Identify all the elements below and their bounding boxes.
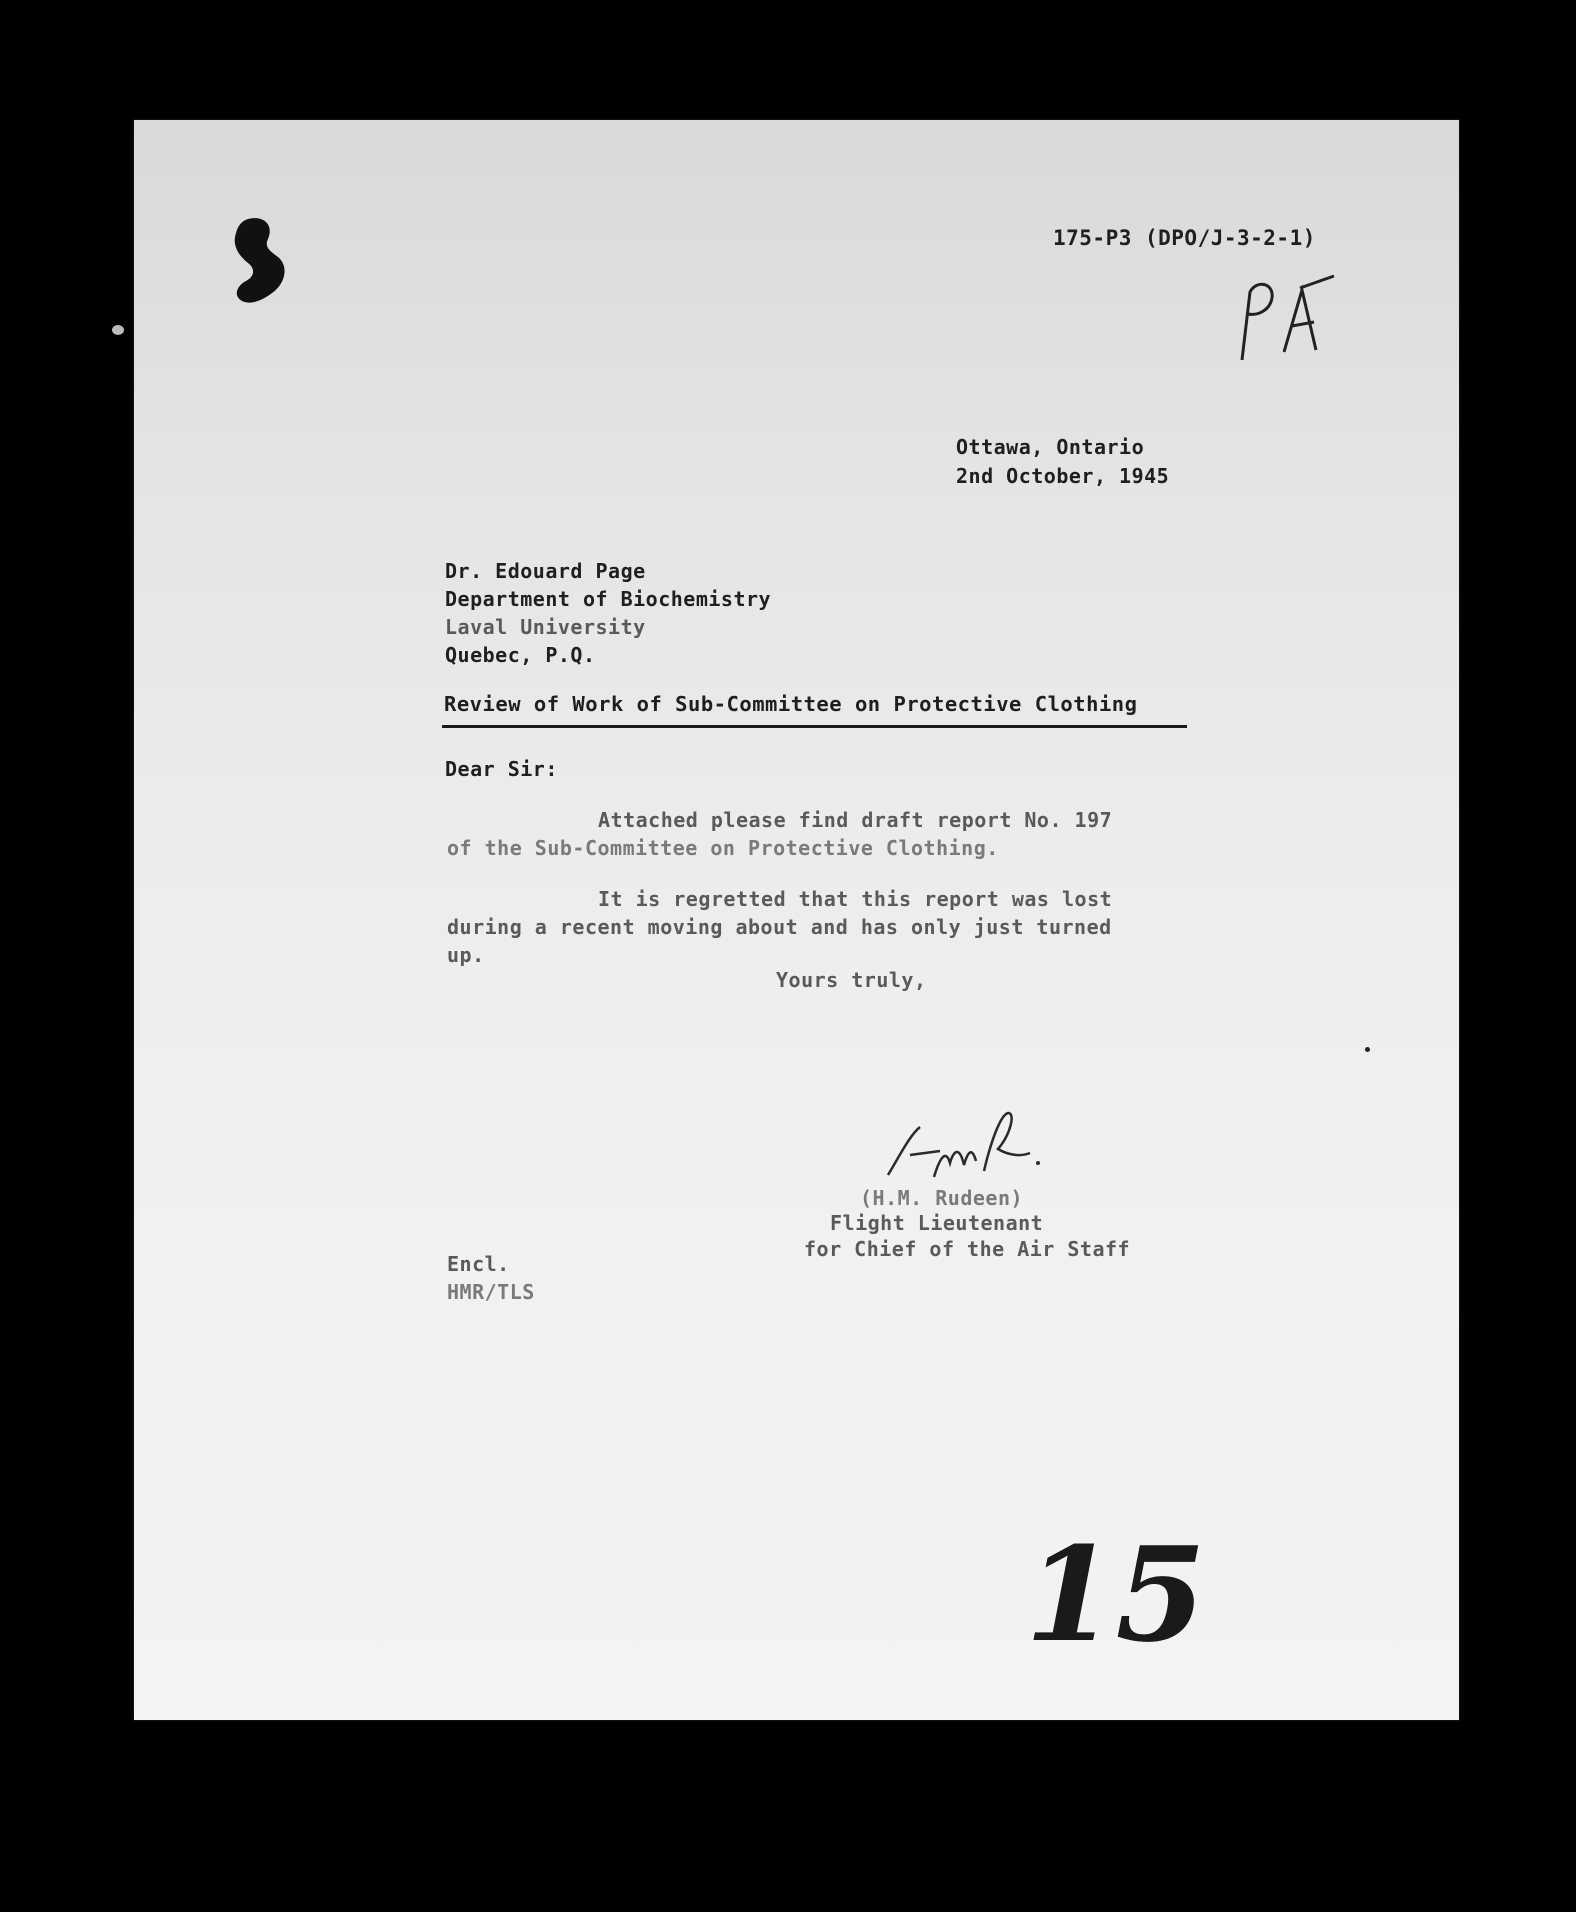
edge-speck bbox=[112, 325, 124, 335]
signatory-name: (H.M. Rudeen) bbox=[860, 1186, 1024, 1210]
body-line: It is regretted that this report was lost bbox=[598, 887, 1113, 911]
handwritten-signature bbox=[880, 1105, 1050, 1185]
body-line: Attached please find draft report No. 197 bbox=[598, 808, 1113, 832]
handwritten-initials bbox=[1230, 270, 1360, 365]
closing: Yours truly, bbox=[776, 968, 927, 992]
addressee-line: Laval University bbox=[445, 615, 646, 639]
addressee-line: Department of Biochemistry bbox=[445, 587, 772, 611]
dateline-place: Ottawa, Ontario bbox=[956, 435, 1145, 459]
body-line: of the Sub-Committee on Protective Clothing. bbox=[447, 836, 999, 860]
signatory-for-line: for Chief of the Air Staff bbox=[804, 1237, 1131, 1261]
dateline-date: 2nd October, 1945 bbox=[956, 464, 1170, 488]
body-line: during a recent moving about and has only just turned bbox=[447, 915, 1112, 939]
ink-blot bbox=[228, 215, 298, 310]
signatory-rank: Flight Lieutenant bbox=[830, 1211, 1044, 1235]
reference-initials: HMR/TLS bbox=[447, 1280, 535, 1304]
addressee-line: Dr. Edouard Page bbox=[445, 559, 646, 583]
subject-underline bbox=[442, 725, 1187, 728]
paper-speck bbox=[1365, 1047, 1370, 1052]
subject-line: Review of Work of Sub-Committee on Protective Clothing bbox=[444, 692, 1138, 716]
enclosure-label: Encl. bbox=[447, 1252, 510, 1276]
handwritten-page-number: 15 bbox=[1025, 1518, 1206, 1671]
file-reference: 175-P3 (DPO/J-3-2-1) bbox=[1053, 226, 1316, 250]
body-line: up. bbox=[447, 943, 485, 967]
salutation: Dear Sir: bbox=[445, 757, 558, 781]
addressee-line: Quebec, P.Q. bbox=[445, 643, 596, 667]
